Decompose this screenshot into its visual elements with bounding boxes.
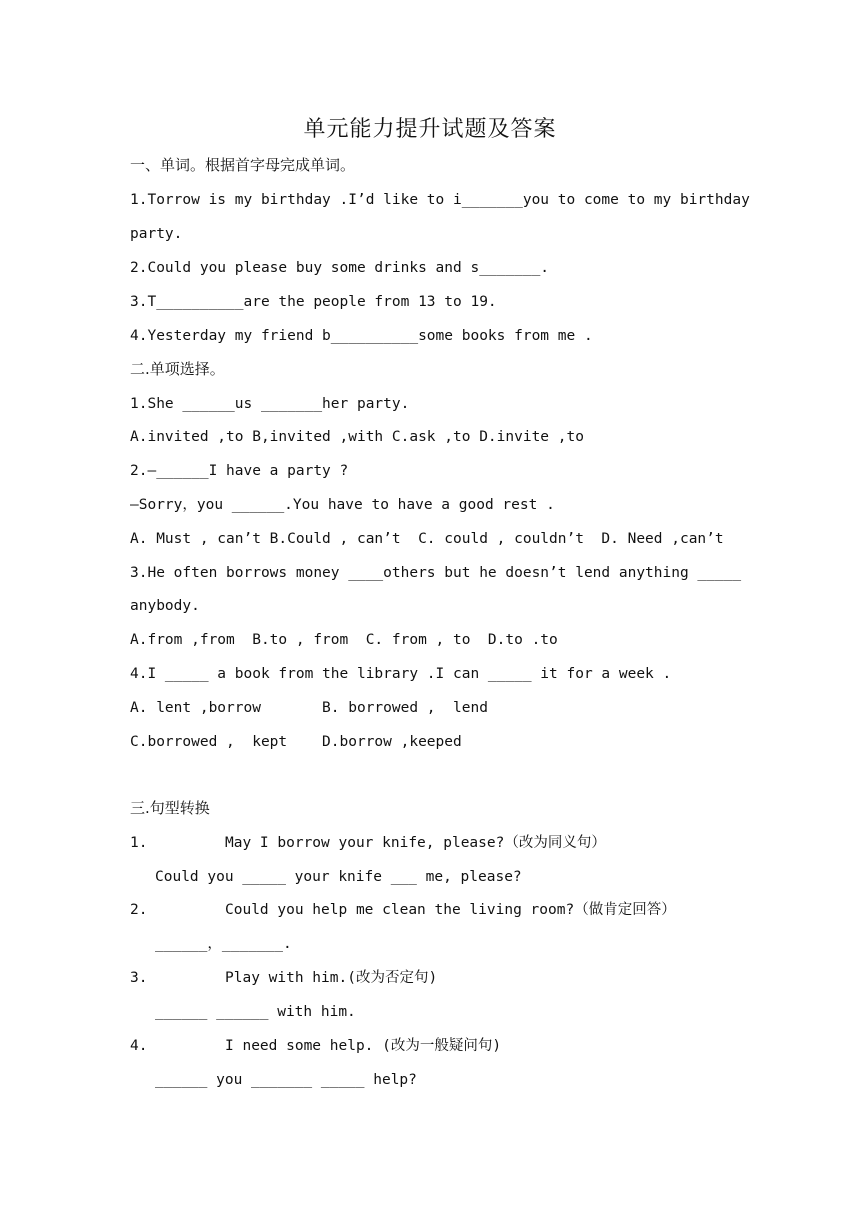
s2-question-2-line-1: 2.—______I have a party ? bbox=[130, 463, 349, 479]
s2-question-4-options-cd: C.borrowed , kept D.borrow ,keeped bbox=[130, 734, 462, 750]
s3-item-prompt: Play with him.(改为否定句) bbox=[225, 970, 438, 986]
s1-question-3: 3.T__________are the people from 13 to 19. bbox=[130, 294, 497, 310]
section-2-heading: 二.单项选择。 bbox=[130, 360, 225, 378]
s3-item-prompt: May I borrow your knife, please?（改为同义句） bbox=[225, 835, 606, 851]
page-title: 单元能力提升试题及答案 bbox=[303, 117, 557, 142]
s1-question-4: 4.Yesterday my friend b__________some books from me . bbox=[130, 328, 593, 344]
s2-question-3-options: A.from ,from B.to , from C. from , to D.to .to bbox=[130, 632, 558, 648]
section-1-heading: 一、单词。根据首字母完成单词。 bbox=[130, 156, 356, 174]
s2-question-3-line-1: 3.He often borrows money ____others but he doesn’t lend anything _____ bbox=[130, 565, 742, 581]
s3-item-answer-line: Could you _____ your knife ___ me, please? bbox=[155, 869, 522, 885]
s3-item-prompt: Could you help me clean the living room?（做肯定回答） bbox=[225, 902, 676, 918]
s3-item-number: 2. bbox=[130, 902, 148, 918]
s1-question-2: 2.Could you please buy some drinks and s_______. bbox=[130, 260, 550, 276]
s3-item-answer-line: ______，_______. bbox=[155, 936, 292, 952]
s3-item-prompt: I need some help. (改为一般疑问句) bbox=[225, 1038, 502, 1054]
s1-question-1-line-2: party. bbox=[130, 226, 183, 242]
section-3-heading: 三.句型转换 bbox=[130, 799, 210, 817]
s3-item-number: 1. bbox=[130, 835, 148, 851]
s2-question-1-options: A.invited ,to B,invited ,with C.ask ,to D.invite ,to bbox=[130, 429, 584, 445]
s2-question-2-line-2: —Sorry，you ______.You have to have a good rest . bbox=[130, 497, 555, 513]
s3-item-answer-line: ______ ______ with him. bbox=[155, 1004, 356, 1020]
s3-item-number: 3. bbox=[130, 970, 148, 986]
s3-item-number: 4. bbox=[130, 1038, 148, 1054]
s2-question-1: 1.She ______us _______her party. bbox=[130, 396, 410, 412]
s2-question-4: 4.I _____ a book from the library .I can _____ it for a week . bbox=[130, 666, 672, 682]
s1-question-1-line-1: 1.Torrow is my birthday .I’d like to i_______you to come to my birthday bbox=[130, 192, 750, 208]
s3-item-answer-line: ______ you _______ _____ help? bbox=[155, 1072, 417, 1088]
s2-question-3-line-2: anybody. bbox=[130, 598, 200, 614]
s2-question-2-options: A. Must , can’t B.Could , can’t C. could , couldn’t D. Need ,can’t bbox=[130, 531, 724, 547]
s2-question-4-options-ab: A. lent ,borrow B. borrowed , lend bbox=[130, 700, 488, 716]
